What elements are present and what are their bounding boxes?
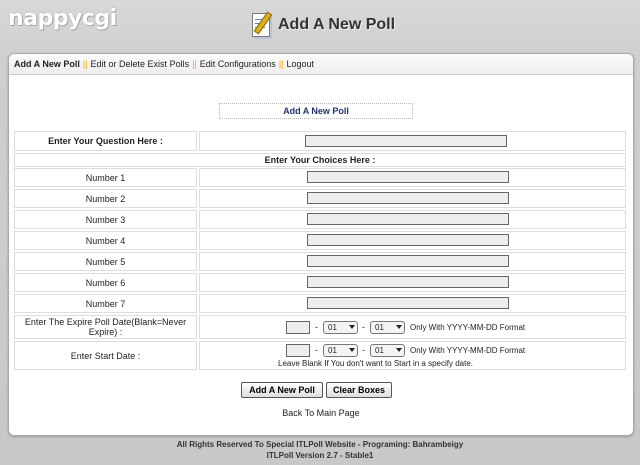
clear-boxes-button[interactable]: Clear Boxes [326, 382, 392, 398]
choice-input-2[interactable] [307, 192, 509, 204]
nav-edit-delete-polls[interactable]: Edit or Delete Exist Polls [90, 59, 190, 69]
choice-label-6: Number 6 [14, 273, 197, 292]
dropdown-arrow-icon [396, 325, 402, 329]
form-title: Add A New Poll [219, 103, 413, 119]
choice-label-1: Number 1 [14, 168, 197, 187]
question-input[interactable] [305, 135, 507, 147]
start-day-select[interactable]: 01 [370, 344, 405, 357]
page-title: Add A New Poll [278, 16, 396, 33]
date-dash: - [362, 322, 365, 332]
start-format-hint: Only With YYYY-MM-DD Format [410, 346, 526, 355]
start-year-input[interactable] [286, 344, 310, 357]
poll-document-icon [250, 11, 274, 39]
choice-input-7[interactable] [307, 297, 509, 309]
start-blank-hint: Leave Blank If You don't want to Start in a specify date. [278, 359, 473, 368]
page-header [250, 10, 395, 40]
choices-heading: Enter Your Choices Here : [14, 153, 626, 167]
nav-add-poll[interactable]: Add A New Poll [14, 59, 80, 69]
expire-month-select[interactable]: 01 [323, 321, 358, 334]
add-poll-button[interactable]: Add A New Poll [241, 382, 323, 398]
brand-logo: nappycgi [8, 6, 117, 31]
choice-label-2: Number 2 [14, 189, 197, 208]
choice-input-5[interactable] [307, 255, 509, 267]
nav-logout[interactable]: Logout [286, 59, 315, 69]
expire-date-label: Enter The Expire Poll Date(Blank=Never Expire) : [14, 315, 197, 339]
nav-separator: || [82, 59, 88, 69]
footer-copyright: All Rights Reserved To Special ITLPoll Website - Programing: Bahrambeigy [176, 440, 464, 449]
choice-label-5: Number 5 [14, 252, 197, 271]
date-dash: - [362, 345, 365, 355]
dropdown-arrow-icon [396, 348, 402, 352]
expire-year-input[interactable] [286, 321, 310, 334]
choice-input-6[interactable] [307, 276, 509, 288]
date-dash: - [315, 322, 318, 332]
start-month-select[interactable]: 01 [323, 344, 358, 357]
expire-day-select[interactable]: 01 [370, 321, 405, 334]
expire-format-hint: Only With YYYY-MM-DD Format [410, 323, 526, 332]
choice-label-3: Number 3 [14, 210, 197, 229]
start-date-label: Enter Start Date : [14, 341, 197, 370]
footer-version: ITLPoll Version 2.7 - Stable1 [266, 451, 374, 460]
main-panel [8, 53, 634, 436]
nav-edit-configurations[interactable]: Edit Configurations [199, 59, 276, 69]
top-nav [9, 54, 633, 75]
date-dash: - [315, 345, 318, 355]
dropdown-arrow-icon [349, 348, 355, 352]
choice-label-4: Number 4 [14, 231, 197, 250]
question-label: Enter Your Question Here : [14, 131, 197, 151]
dropdown-arrow-icon [349, 325, 355, 329]
nav-separator: || [192, 59, 197, 69]
choice-input-3[interactable] [307, 213, 509, 225]
nav-separator: || [278, 59, 284, 69]
back-to-main-link[interactable]: Back To Main Page [282, 408, 360, 418]
choice-input-1[interactable] [307, 171, 509, 183]
choice-label-7: Number 7 [14, 294, 197, 313]
choice-input-4[interactable] [307, 234, 509, 246]
